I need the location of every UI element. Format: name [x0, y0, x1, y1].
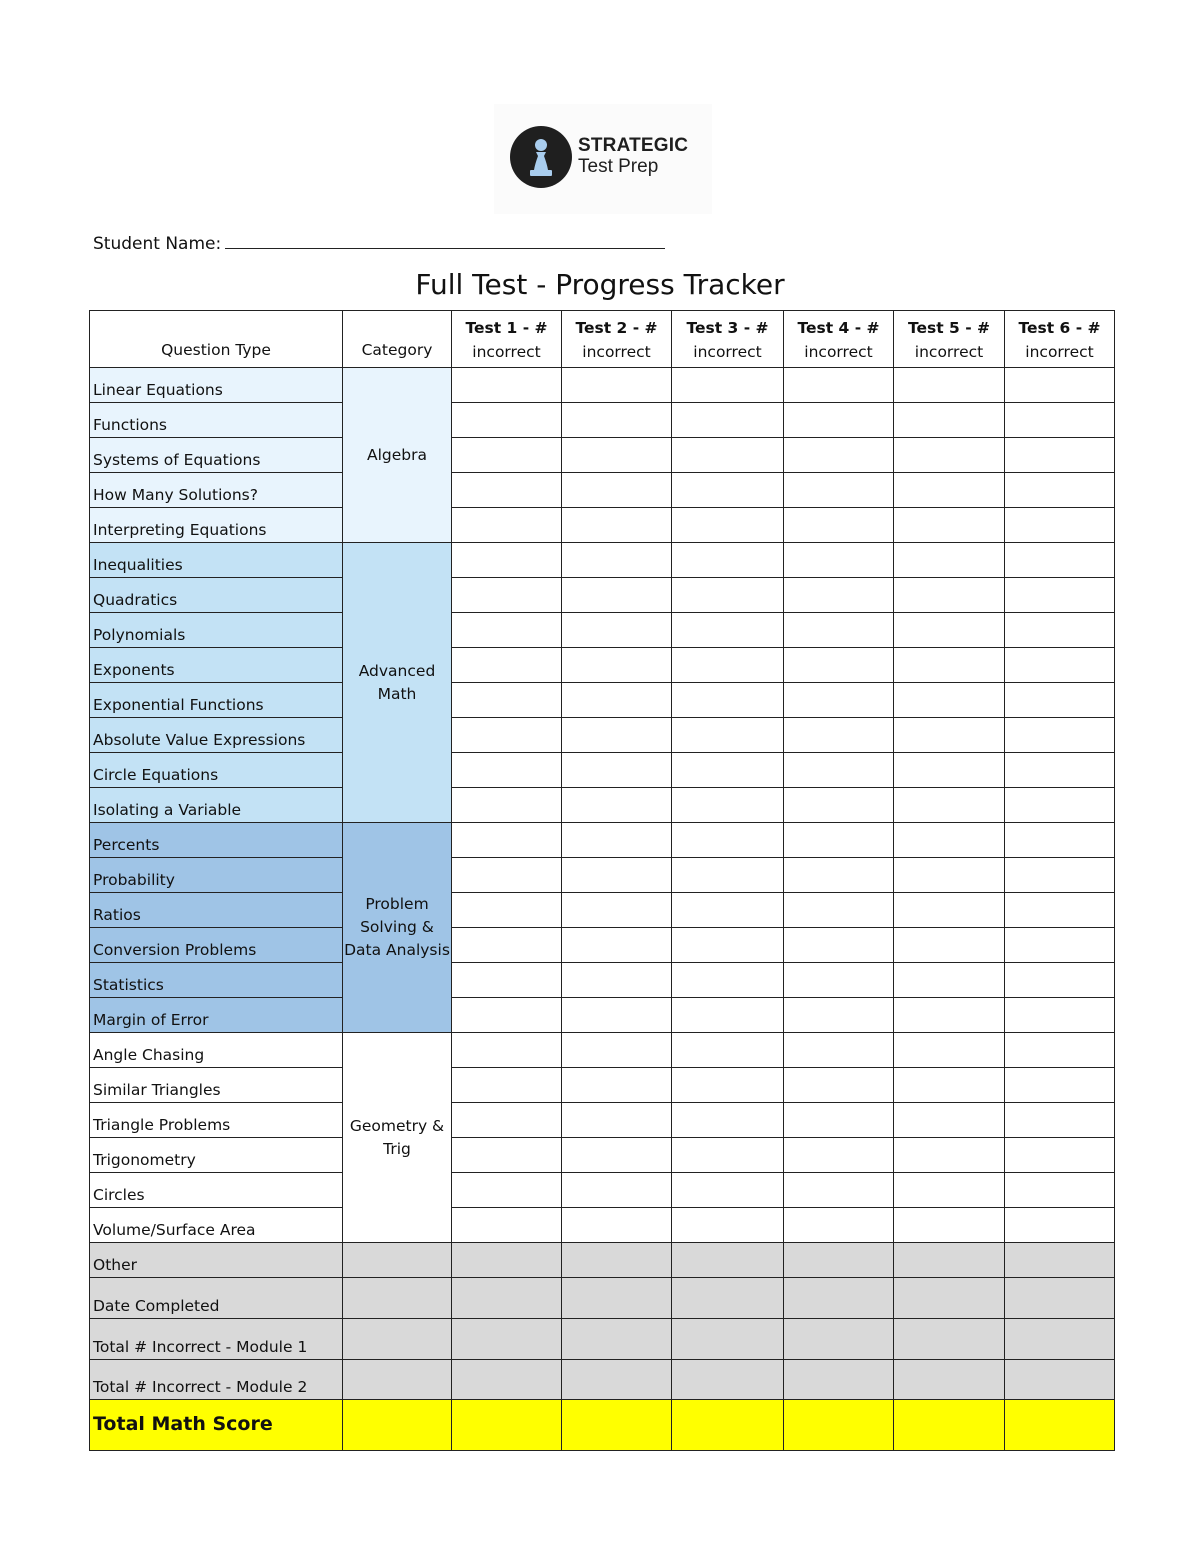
question-type-cell: Absolute Value Expressions — [90, 718, 343, 753]
question-type-cell: Margin of Error — [90, 998, 343, 1033]
entry-cell-test-3[interactable] — [672, 508, 784, 543]
entry-cell-test-1[interactable] — [452, 893, 562, 928]
entry-cell-test-1[interactable] — [452, 578, 562, 613]
entry-cell-test-6[interactable] — [1005, 578, 1115, 613]
page-title: Full Test - Progress Tracker — [415, 268, 785, 301]
table-row — [90, 578, 1115, 613]
entry-cell-test-1[interactable] — [452, 683, 562, 718]
entry-cell-test-1[interactable] — [452, 753, 562, 788]
table-row — [90, 1173, 1115, 1208]
entry-cell-test-6[interactable] — [1005, 613, 1115, 648]
table-row — [90, 438, 1115, 473]
entry-cell-test-6[interactable] — [1005, 403, 1115, 438]
entry-cell-test-5[interactable] — [894, 963, 1005, 998]
entry-cell-test-5[interactable] — [894, 1400, 1005, 1451]
header-test-sub: incorrect — [1025, 343, 1094, 361]
entry-cell-test-6[interactable] — [1005, 1103, 1115, 1138]
entry-cell-test-3[interactable] — [672, 1208, 784, 1243]
summary-category-cell — [343, 1278, 452, 1319]
entry-cell-test-1[interactable] — [452, 1319, 562, 1360]
question-type-cell: Interpreting Equations — [90, 508, 343, 543]
entry-cell-test-1[interactable] — [452, 368, 562, 403]
entry-cell-test-4[interactable] — [784, 543, 894, 578]
entry-cell-test-5[interactable] — [894, 683, 1005, 718]
summary-category-cell — [343, 1243, 452, 1278]
entry-cell-test-4[interactable] — [784, 788, 894, 823]
question-type-cell: Statistics — [90, 963, 343, 998]
question-type-cell: Isolating a Variable — [90, 788, 343, 823]
entry-cell-test-2[interactable] — [562, 508, 672, 543]
entry-cell-test-2[interactable] — [562, 368, 672, 403]
entry-cell-test-3[interactable] — [672, 1360, 784, 1400]
entry-cell-test-4[interactable] — [784, 368, 894, 403]
summary-row — [90, 1278, 1115, 1319]
header-question-type: Question Type — [90, 311, 343, 368]
student-name-line[interactable] — [225, 234, 665, 249]
entry-cell-test-5[interactable] — [894, 1103, 1005, 1138]
entry-cell-test-2[interactable] — [562, 788, 672, 823]
entry-cell-test-6[interactable] — [1005, 543, 1115, 578]
entry-cell-test-2[interactable] — [562, 893, 672, 928]
entry-cell-test-3[interactable] — [672, 1400, 784, 1451]
entry-cell-test-4[interactable] — [784, 1208, 894, 1243]
entry-cell-test-4[interactable] — [784, 648, 894, 683]
entry-cell-test-3[interactable] — [672, 1103, 784, 1138]
entry-cell-test-5[interactable] — [894, 1278, 1005, 1319]
entry-cell-test-6[interactable] — [1005, 788, 1115, 823]
entry-cell-test-2[interactable] — [562, 823, 672, 858]
entry-cell-test-3[interactable] — [672, 543, 784, 578]
entry-cell-test-6[interactable] — [1005, 1319, 1115, 1360]
entry-cell-test-4[interactable] — [784, 753, 894, 788]
student-name-field — [93, 234, 665, 254]
entry-cell-test-5[interactable] — [894, 578, 1005, 613]
entry-cell-test-1[interactable] — [452, 1173, 562, 1208]
header-test-label: Test 4 - # — [797, 319, 880, 337]
entry-cell-test-3[interactable] — [672, 893, 784, 928]
entry-cell-test-4[interactable] — [784, 1138, 894, 1173]
entry-cell-test-4[interactable] — [784, 1243, 894, 1278]
entry-cell-test-6[interactable] — [1005, 858, 1115, 893]
entry-cell-test-6[interactable] — [1005, 1173, 1115, 1208]
entry-cell-test-5[interactable] — [894, 1360, 1005, 1400]
summary-row — [90, 1400, 1115, 1451]
summary-category-cell — [343, 1319, 452, 1360]
entry-cell-test-6[interactable] — [1005, 1360, 1115, 1400]
table-row — [90, 998, 1115, 1033]
entry-cell-test-2[interactable] — [562, 1138, 672, 1173]
entry-cell-test-2[interactable] — [562, 543, 672, 578]
entry-cell-test-1[interactable] — [452, 1243, 562, 1278]
logo-line-1: STRATEGIC — [578, 135, 689, 156]
header-test-sub: incorrect — [914, 343, 984, 361]
entry-cell-test-5[interactable] — [894, 858, 1005, 893]
header-test-sub: incorrect — [472, 343, 541, 361]
entry-cell-test-5[interactable] — [894, 823, 1005, 858]
entry-cell-test-2[interactable] — [562, 613, 672, 648]
student-name-label: Student Name: — [93, 234, 222, 254]
entry-cell-test-4[interactable] — [784, 928, 894, 963]
entry-cell-test-2[interactable] — [562, 928, 672, 963]
entry-cell-test-2[interactable] — [562, 1173, 672, 1208]
entry-cell-test-4[interactable] — [784, 963, 894, 998]
summary-label-cell: Total Math Score — [90, 1400, 343, 1451]
entry-cell-test-3[interactable] — [672, 753, 784, 788]
entry-cell-test-2[interactable] — [562, 1278, 672, 1319]
entry-cell-test-2[interactable] — [562, 578, 672, 613]
header-test-sub: incorrect — [804, 343, 873, 361]
entry-cell-test-6[interactable] — [1005, 753, 1115, 788]
question-type-cell: Probability — [90, 858, 343, 893]
header-test-sub: incorrect — [693, 343, 762, 361]
summary-category-cell — [343, 1400, 452, 1451]
entry-cell-test-4[interactable] — [784, 893, 894, 928]
entry-cell-test-2[interactable] — [562, 1103, 672, 1138]
entry-cell-test-4[interactable] — [784, 1173, 894, 1208]
entry-cell-test-1[interactable] — [452, 928, 562, 963]
question-type-cell: Triangle Problems — [90, 1103, 343, 1138]
entry-cell-test-5[interactable] — [894, 998, 1005, 1033]
category-cell: Geometry & Trig — [343, 1033, 452, 1243]
entry-cell-test-2[interactable] — [562, 963, 672, 998]
question-type-cell: Ratios — [90, 893, 343, 928]
entry-cell-test-1[interactable] — [452, 473, 562, 508]
entry-cell-test-3[interactable] — [672, 1278, 784, 1319]
question-type-cell: Polynomials — [90, 613, 343, 648]
entry-cell-test-1[interactable] — [452, 1103, 562, 1138]
entry-cell-test-4[interactable] — [784, 1068, 894, 1103]
question-type-cell: Conversion Problems — [90, 928, 343, 963]
entry-cell-test-4[interactable] — [784, 1033, 894, 1068]
entry-cell-test-4[interactable] — [784, 683, 894, 718]
entry-cell-test-5[interactable] — [894, 788, 1005, 823]
header-test-3 — [672, 311, 784, 368]
entry-cell-test-2[interactable] — [562, 1208, 672, 1243]
summary-row — [90, 1243, 1115, 1278]
entry-cell-test-5[interactable] — [894, 928, 1005, 963]
header-test-label: Test 1 - # — [465, 319, 548, 337]
entry-cell-test-2[interactable] — [562, 473, 672, 508]
entry-cell-test-1[interactable] — [452, 543, 562, 578]
entry-cell-test-1[interactable] — [452, 858, 562, 893]
entry-cell-test-6[interactable] — [1005, 508, 1115, 543]
question-type-cell: Quadratics — [90, 578, 343, 613]
question-type-cell: Trigonometry — [90, 1138, 343, 1173]
header-test-6 — [1005, 311, 1115, 368]
table-row — [90, 683, 1115, 718]
entry-cell-test-1[interactable] — [452, 1068, 562, 1103]
question-type-cell: Linear Equations — [90, 368, 343, 403]
header-test-label: Test 5 - # — [907, 319, 991, 337]
summary-row — [90, 1319, 1115, 1360]
table-row — [90, 963, 1115, 998]
entry-cell-test-1[interactable] — [452, 438, 562, 473]
entry-cell-test-3[interactable] — [672, 1243, 784, 1278]
table-row — [90, 823, 1115, 858]
entry-cell-test-6[interactable] — [1005, 963, 1115, 998]
entry-cell-test-3[interactable] — [672, 1319, 784, 1360]
table-row — [90, 928, 1115, 963]
progress-tracker-table — [89, 310, 1115, 1451]
question-type-cell: Systems of Equations — [90, 438, 343, 473]
entry-cell-test-4[interactable] — [784, 823, 894, 858]
entry-cell-test-5[interactable] — [894, 1243, 1005, 1278]
entry-cell-test-5[interactable] — [894, 1068, 1005, 1103]
entry-cell-test-2[interactable] — [562, 718, 672, 753]
logo — [494, 104, 712, 214]
entry-cell-test-2[interactable] — [562, 1243, 672, 1278]
entry-cell-test-3[interactable] — [672, 963, 784, 998]
table-row — [90, 648, 1115, 683]
entry-cell-test-2[interactable] — [562, 438, 672, 473]
entry-cell-test-3[interactable] — [672, 1173, 784, 1208]
entry-cell-test-3[interactable] — [672, 718, 784, 753]
entry-cell-test-6[interactable] — [1005, 998, 1115, 1033]
entry-cell-test-5[interactable] — [894, 543, 1005, 578]
question-type-cell: Exponential Functions — [90, 683, 343, 718]
entry-cell-test-1[interactable] — [452, 648, 562, 683]
entry-cell-test-3[interactable] — [672, 473, 784, 508]
entry-cell-test-1[interactable] — [452, 1033, 562, 1068]
table-row — [90, 368, 1115, 403]
table-row — [90, 718, 1115, 753]
entry-cell-test-5[interactable] — [894, 648, 1005, 683]
entry-cell-test-3[interactable] — [672, 1068, 784, 1103]
header-test-2 — [562, 311, 672, 368]
entry-cell-test-4[interactable] — [784, 473, 894, 508]
entry-cell-test-5[interactable] — [894, 1033, 1005, 1068]
header-test-4 — [784, 311, 894, 368]
question-type-cell: Angle Chasing — [90, 1033, 343, 1068]
entry-cell-test-2[interactable] — [562, 1068, 672, 1103]
entry-cell-test-5[interactable] — [894, 368, 1005, 403]
entry-cell-test-2[interactable] — [562, 1319, 672, 1360]
entry-cell-test-2[interactable] — [562, 998, 672, 1033]
table-row — [90, 508, 1115, 543]
table-row — [90, 473, 1115, 508]
question-type-cell: How Many Solutions? — [90, 473, 343, 508]
entry-cell-test-1[interactable] — [452, 963, 562, 998]
header-test-label: Test 2 - # — [575, 319, 658, 337]
question-type-cell: Exponents — [90, 648, 343, 683]
entry-cell-test-4[interactable] — [784, 578, 894, 613]
entry-cell-test-6[interactable] — [1005, 1278, 1115, 1319]
summary-row — [90, 1360, 1115, 1400]
entry-cell-test-6[interactable] — [1005, 1243, 1115, 1278]
table-row — [90, 753, 1115, 788]
category-cell: Algebra — [343, 368, 452, 543]
question-type-cell: Functions — [90, 403, 343, 438]
entry-cell-test-5[interactable] — [894, 508, 1005, 543]
entry-cell-test-5[interactable] — [894, 1173, 1005, 1208]
table-row — [90, 403, 1115, 438]
entry-cell-test-5[interactable] — [894, 1138, 1005, 1173]
logo-line-2: Test Prep — [578, 156, 659, 177]
entry-cell-test-4[interactable] — [784, 858, 894, 893]
entry-cell-test-6[interactable] — [1005, 648, 1115, 683]
question-type-cell: Circle Equations — [90, 753, 343, 788]
entry-cell-test-4[interactable] — [784, 1400, 894, 1451]
summary-label-cell: Date Completed — [90, 1278, 343, 1319]
entry-cell-test-6[interactable] — [1005, 368, 1115, 403]
entry-cell-test-6[interactable] — [1005, 1400, 1115, 1451]
entry-cell-test-3[interactable] — [672, 578, 784, 613]
table-row — [90, 543, 1115, 578]
table-row — [90, 1033, 1115, 1068]
header-test-label: Test 6 - # — [1018, 319, 1101, 337]
entry-cell-test-2[interactable] — [562, 683, 672, 718]
entry-cell-test-4[interactable] — [784, 613, 894, 648]
category-cell: Advanced Math — [343, 543, 452, 823]
entry-cell-test-5[interactable] — [894, 473, 1005, 508]
entry-cell-test-6[interactable] — [1005, 683, 1115, 718]
entry-cell-test-1[interactable] — [452, 718, 562, 753]
category-cell: Problem Solving & Data Analysis — [343, 823, 452, 1033]
entry-cell-test-1[interactable] — [452, 788, 562, 823]
entry-cell-test-1[interactable] — [452, 1138, 562, 1173]
entry-cell-test-2[interactable] — [562, 753, 672, 788]
entry-cell-test-4[interactable] — [784, 998, 894, 1033]
entry-cell-test-4[interactable] — [784, 1360, 894, 1400]
entry-cell-test-3[interactable] — [672, 928, 784, 963]
summary-label-cell: Total # Incorrect - Module 1 — [90, 1319, 343, 1360]
entry-cell-test-1[interactable] — [452, 1400, 562, 1451]
entry-cell-test-1[interactable] — [452, 998, 562, 1033]
entry-cell-test-1[interactable] — [452, 613, 562, 648]
entry-cell-test-3[interactable] — [672, 683, 784, 718]
entry-cell-test-3[interactable] — [672, 858, 784, 893]
table-row — [90, 613, 1115, 648]
entry-cell-test-4[interactable] — [784, 1278, 894, 1319]
entry-cell-test-6[interactable] — [1005, 1068, 1115, 1103]
entry-cell-test-4[interactable] — [784, 403, 894, 438]
entry-cell-test-2[interactable] — [562, 1400, 672, 1451]
entry-cell-test-6[interactable] — [1005, 473, 1115, 508]
entry-cell-test-3[interactable] — [672, 438, 784, 473]
entry-cell-test-6[interactable] — [1005, 893, 1115, 928]
summary-label-cell: Other — [90, 1243, 343, 1278]
entry-cell-test-6[interactable] — [1005, 1208, 1115, 1243]
entry-cell-test-5[interactable] — [894, 893, 1005, 928]
header-test-sub: incorrect — [582, 343, 651, 361]
header-test-label: Test 3 - # — [686, 319, 769, 337]
entry-cell-test-4[interactable] — [784, 438, 894, 473]
entry-cell-test-6[interactable] — [1005, 438, 1115, 473]
entry-cell-test-3[interactable] — [672, 823, 784, 858]
entry-cell-test-5[interactable] — [894, 718, 1005, 753]
entry-cell-test-4[interactable] — [784, 508, 894, 543]
entry-cell-test-1[interactable] — [452, 1278, 562, 1319]
entry-cell-test-1[interactable] — [452, 403, 562, 438]
entry-cell-test-2[interactable] — [562, 1033, 672, 1068]
entry-cell-test-4[interactable] — [784, 1319, 894, 1360]
entry-cell-test-3[interactable] — [672, 368, 784, 403]
entry-cell-test-1[interactable] — [452, 1208, 562, 1243]
chess-pawn-icon — [510, 126, 572, 188]
entry-cell-test-3[interactable] — [672, 788, 784, 823]
table-row — [90, 893, 1115, 928]
entry-cell-test-5[interactable] — [894, 1208, 1005, 1243]
header-category: Category — [343, 311, 452, 368]
question-type-cell: Percents — [90, 823, 343, 858]
entry-cell-test-4[interactable] — [784, 718, 894, 753]
entry-cell-test-6[interactable] — [1005, 928, 1115, 963]
header-test-5 — [894, 311, 1005, 368]
table-row — [90, 1068, 1115, 1103]
entry-cell-test-3[interactable] — [672, 613, 784, 648]
entry-cell-test-1[interactable] — [452, 1360, 562, 1400]
entry-cell-test-3[interactable] — [672, 1138, 784, 1173]
entry-cell-test-6[interactable] — [1005, 1138, 1115, 1173]
entry-cell-test-6[interactable] — [1005, 718, 1115, 753]
entry-cell-test-3[interactable] — [672, 648, 784, 683]
entry-cell-test-6[interactable] — [1005, 1033, 1115, 1068]
summary-category-cell — [343, 1360, 452, 1400]
entry-cell-test-5[interactable] — [894, 753, 1005, 788]
table-row — [90, 1103, 1115, 1138]
entry-cell-test-3[interactable] — [672, 998, 784, 1033]
table-row — [90, 858, 1115, 893]
table-row — [90, 788, 1115, 823]
entry-cell-test-2[interactable] — [562, 1360, 672, 1400]
entry-cell-test-1[interactable] — [452, 508, 562, 543]
question-type-cell: Inequalities — [90, 543, 343, 578]
header-row — [90, 311, 1115, 368]
table-row — [90, 1138, 1115, 1173]
entry-cell-test-5[interactable] — [894, 613, 1005, 648]
entry-cell-test-3[interactable] — [672, 1033, 784, 1068]
question-type-cell: Circles — [90, 1173, 343, 1208]
entry-cell-test-5[interactable] — [894, 438, 1005, 473]
entry-cell-test-2[interactable] — [562, 858, 672, 893]
entry-cell-test-2[interactable] — [562, 648, 672, 683]
entry-cell-test-6[interactable] — [1005, 823, 1115, 858]
entry-cell-test-4[interactable] — [784, 1103, 894, 1138]
entry-cell-test-5[interactable] — [894, 1319, 1005, 1360]
table-row — [90, 1208, 1115, 1243]
question-type-cell: Volume/Surface Area — [90, 1208, 343, 1243]
entry-cell-test-5[interactable] — [894, 403, 1005, 438]
question-type-cell: Similar Triangles — [90, 1068, 343, 1103]
header-test-1 — [452, 311, 562, 368]
entry-cell-test-3[interactable] — [672, 403, 784, 438]
entry-cell-test-2[interactable] — [562, 403, 672, 438]
entry-cell-test-1[interactable] — [452, 823, 562, 858]
summary-label-cell: Total # Incorrect - Module 2 — [90, 1360, 343, 1400]
